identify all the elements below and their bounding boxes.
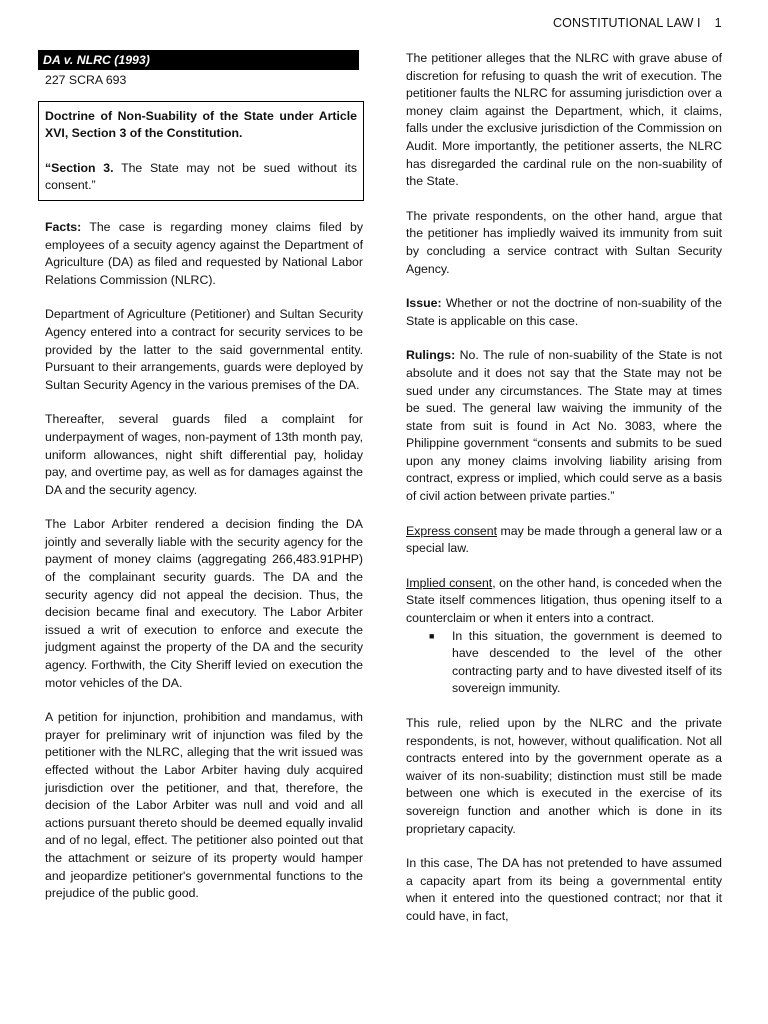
right-paragraph-2: The private respondents, on the other hand, argue that the petitioner has impliedly waived its immunity from suit by concluding a service contract with Sultan Security Agency. [406,208,722,276]
express-consent-term: Express consent [406,523,497,538]
doctrine-quote [45,160,357,195]
bullet-text: In this situation, the government is deemed to have descended to the level of the other contracting party and to have divested itself of its sovereign immunity. [452,628,722,696]
quote-section-label: Section 3. [51,160,114,175]
implied-consent-term: Implied consent [406,575,493,590]
facts-label: Facts: [45,219,82,234]
case-title: DA v. NLRC (1993) [38,50,359,70]
implied-consent-text: , on the other hand, is conceded when the State itself commences litigation, thus opening itself to a counterclaim or when it enters into a contract. [406,575,722,626]
page-header [553,16,722,30]
quote-text: The State may not be sued without its consent.” [45,160,357,193]
implied-consent-paragraph [406,575,722,628]
left-paragraph-2: Department of Agriculture (Petitioner) and Sultan Security Agency entered into a contract for security services to be provided by the latter to the said governmental entity. Pursuant to their arrangements, guards were deployed by Sultan Security Agency in the various premises of the DA. [45,307,363,392]
rulings-label: Rulings: [406,348,456,363]
doctrine-heading: Doctrine of Non-Suability of the State under Article XVI, Section 3 of the Constitution. [45,108,357,141]
issue-text: Whether or not the doctrine of non-suability of the State is applicable on this case. [406,296,722,328]
left-column [45,50,363,920]
issue-label: Issue: [406,296,442,311]
case-citation: 227 SCRA 693 [45,73,127,87]
left-paragraph-3: Thereafter, several guards filed a complaint for underpayment of wages, non-payment of 13th month pay, uniform allowances, night shift differential pay, holiday pay, and overtime pay, as well as for damages against the DA and the security agency. [45,412,363,497]
doctrine-box [38,101,364,201]
left-paragraph-5: A petition for injunction, prohibition and mandamus, with prayer for preliminary writ of injunction was filed by the petitioner with the NLRC, alleging that the writ issued was effected without the Labor Arbiter having duly acquired jurisdiction over the petitioner, and that, therefore, the decision of the Labor Arbiter was null and void and all actions pursuant thereto should be deemed equally invalid and of no legal, effect. The petitioner also pointed out that the attachment or seizure of its property would hamper and jeopardize petitioner's governmental functions to the prejudice of the public good. [45,710,363,901]
rulings-text: No. The rule of non-suability of the State is not absolute and it does not say that the State may not be sued under any circumstances. The State may at times be sued. The general law waiving the immunity of the state from suit is found in Act No. 3083, where the Philippine government “consents and submits to be sued upon any money claims involving liability arising from contract, express or implied, which could serve as a basis of civil action between private parties.” [406,348,722,504]
right-column [406,50,722,943]
page-number: 1 [714,16,722,30]
facts-paragraph [45,219,363,289]
right-paragraph-6: This rule, relied upon by the NLRC and the private respondents, is not, however, without qualification. Not all contracts entered into by the government operate as a waiver of its non-suability; distinction must still be made between one which is executed in the exercise of its sovereign function and another which is done in its proprietary capacity. [406,716,722,836]
bullet-list [406,628,722,698]
list-item [429,628,722,698]
issue-paragraph [406,295,722,330]
course-title: CONSTITUTIONAL LAW I [553,16,701,30]
left-paragraph-4: The Labor Arbiter rendered a decision finding the DA jointly and severally liable with the security agency for the payment of money claims (aggregating 266,483.91PHP) of the complainant security guards. The DA and the security agency did not appeal the decision. Thus, the decision became final and executory. The Labor Arbiter issued a writ of execution to enforce and execute the judgment against the property of the DA and the security agency. Forthwith, the City Sheriff levied on execution the motor vehicles of the DA. [45,517,363,690]
right-paragraph-7: In this case, The DA has not pretended to have assumed a capacity apart from its being a governmental entity when it entered into the questioned contract; nor that it could have, in fact, [406,856,722,923]
express-consent-paragraph [406,523,722,558]
square-bullet-icon: ■ [429,630,435,641]
express-consent-text: may be made through a general law or a special law. [406,523,722,556]
facts-text: The case is regarding money claims filed by employees of a secuity agency against the Department of Agriculture (DA) as filed and requested by National Labor Relations Commission (NLRC). [45,219,363,287]
right-paragraph-1: The petitioner alleges that the NLRC with grave abuse of discretion for refusing to quash the writ of execution. The petitioner faults the NLRC for assuming jurisdiction over a money claim against the Department, which, it claims, falls under the exclusive jurisdiction of the Commission on Audit. More importantly, the petitioner asserts, the NLRC has disregarded the cardinal rule on the non-suability of the State. [406,51,722,189]
quote-open-mark: “ [45,160,52,175]
rulings-paragraph [406,347,722,505]
